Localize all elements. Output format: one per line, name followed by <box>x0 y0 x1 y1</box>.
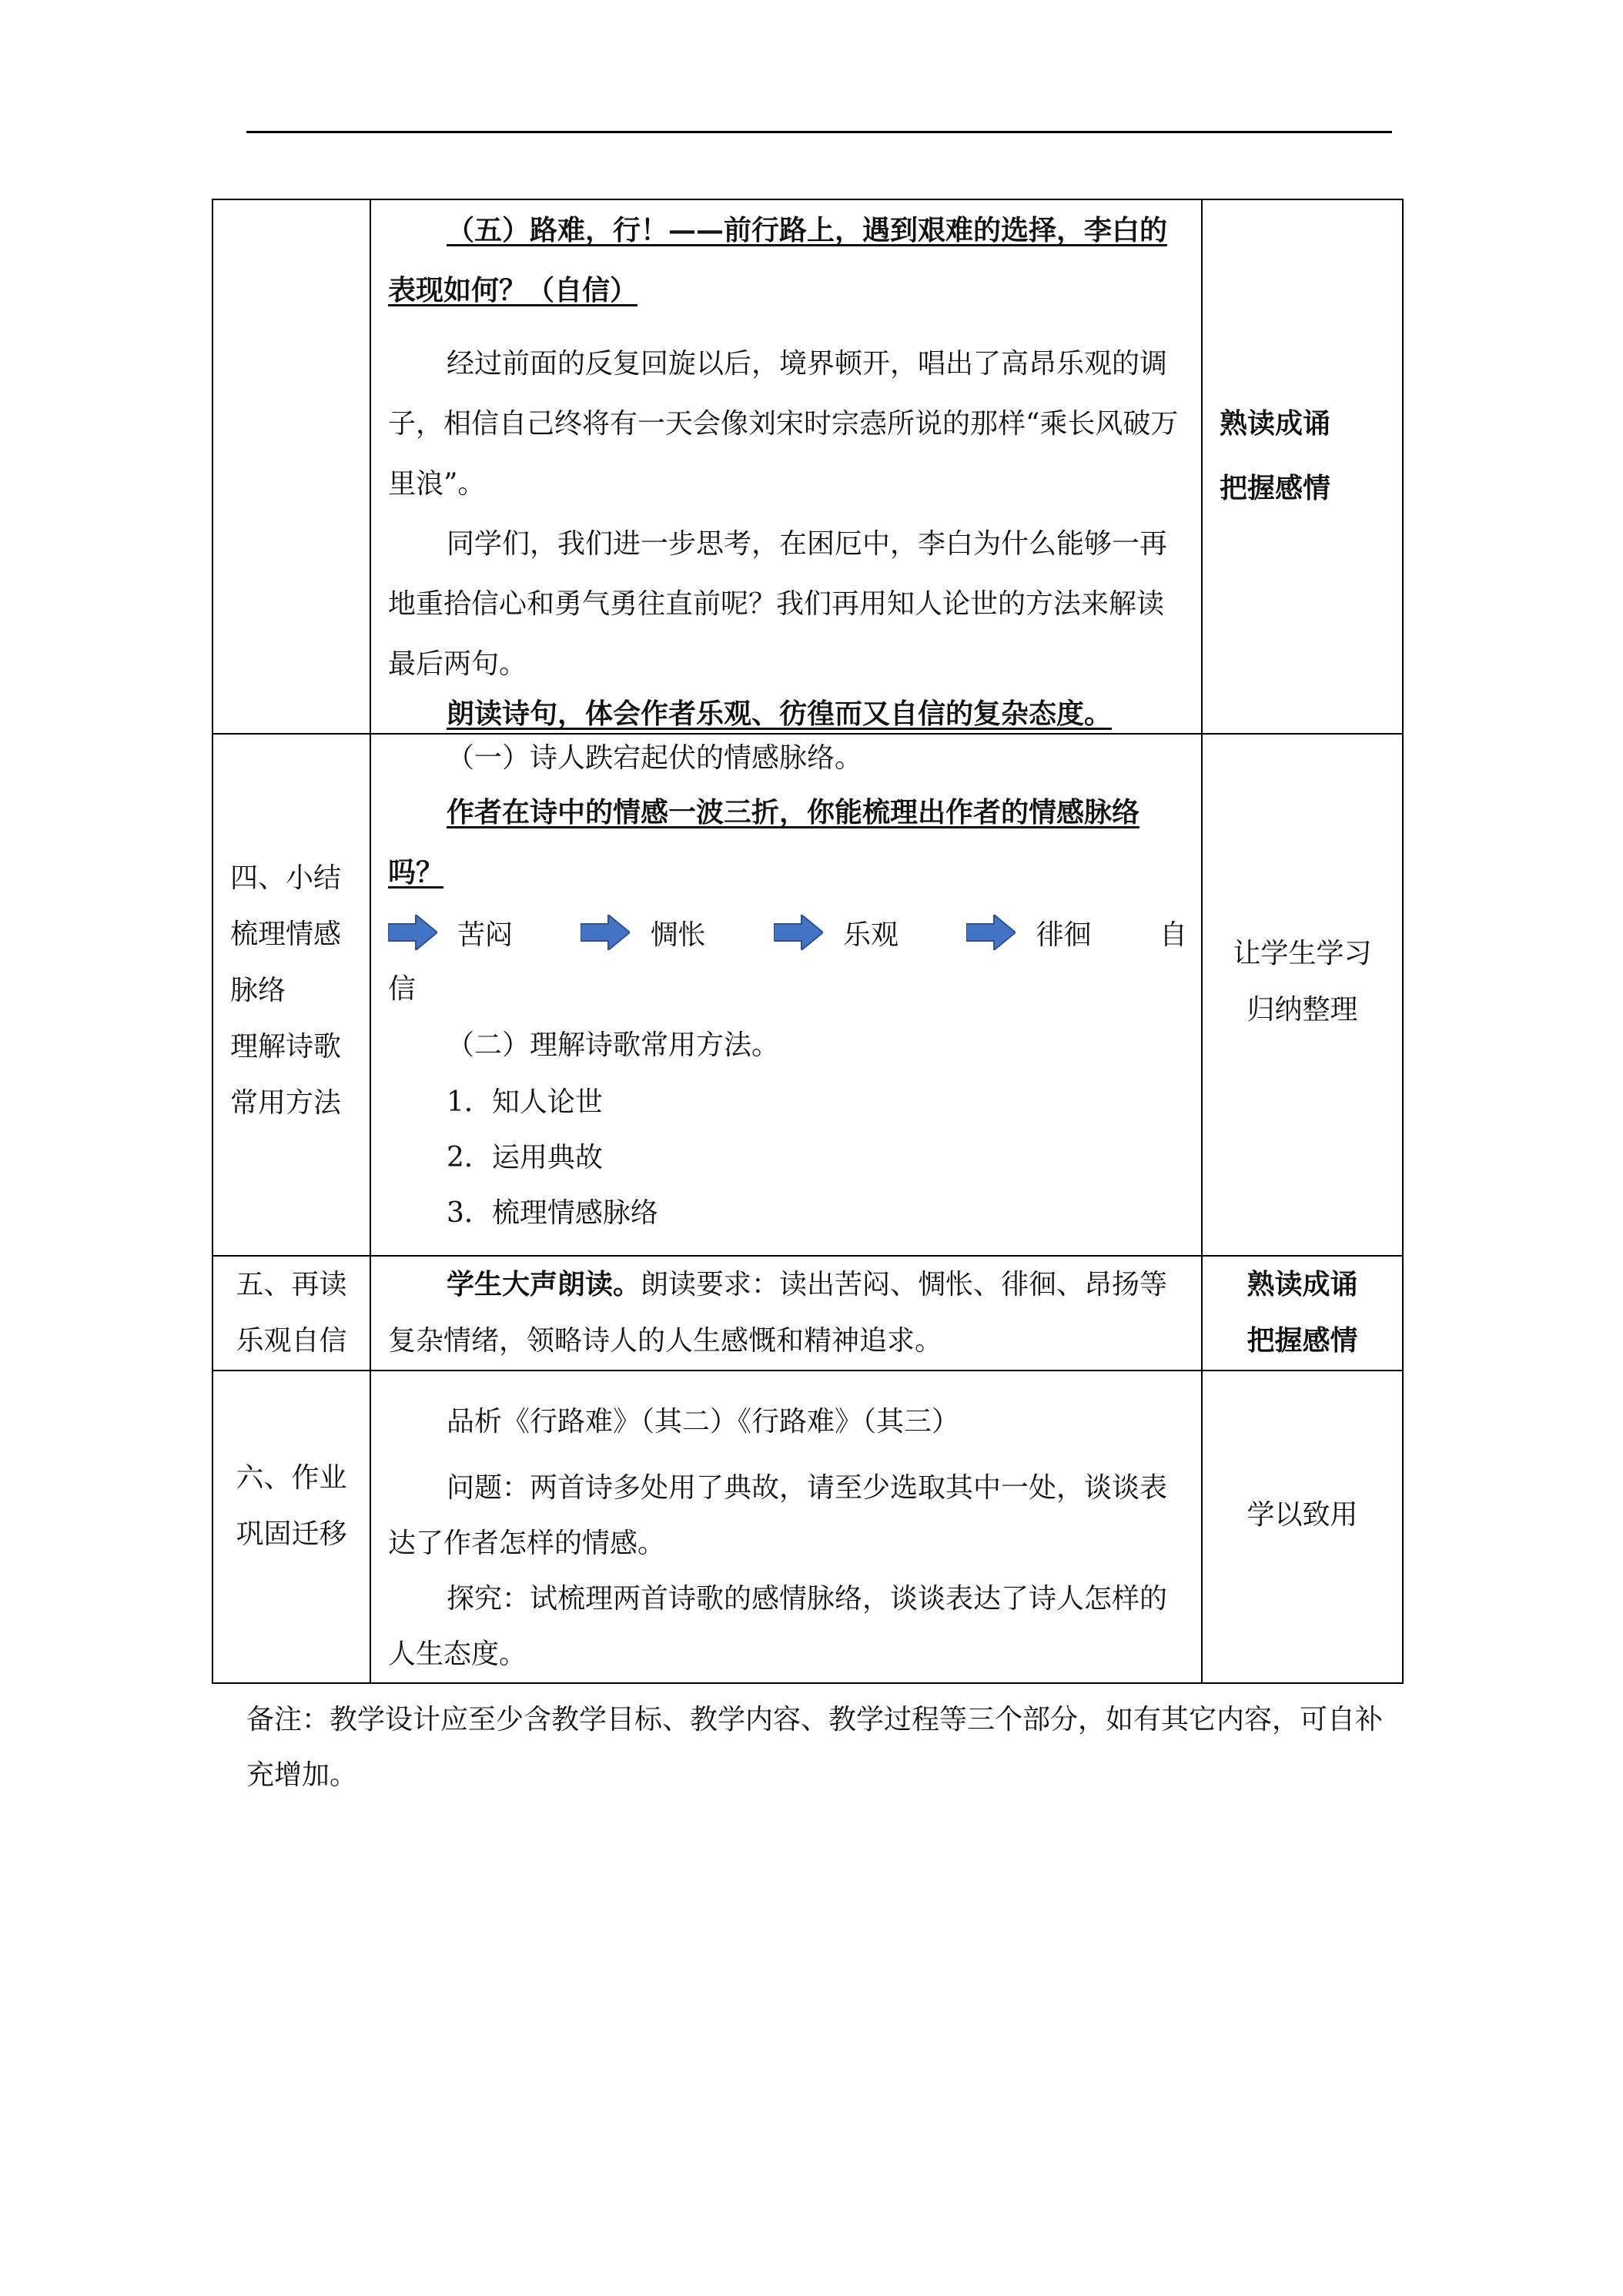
table-row <box>212 1371 1403 1683</box>
paragraph <box>371 1257 1201 1369</box>
method-item: 3．梳理情感脉络 <box>447 1197 658 1229</box>
paragraph: 经过前面的反复回旋以后，境界顿开，唱出了高昂乐观的调子，相信自己终将有一天会像刘宋时宗悫所说的那样“乘长风破万里浪”。 <box>388 348 1179 500</box>
emotion-label-cont: 信 <box>388 973 417 1005</box>
purpose-cell <box>1202 1371 1403 1683</box>
paragraph: 探究：试梳理两首诗歌的感情脉络，谈谈表达了诗人怎样的人生态度。 <box>388 1583 1168 1670</box>
header-rule <box>246 131 1392 133</box>
right-arrow-icon <box>388 915 437 950</box>
reading-task: 朗读诗句，体会作者乐观、彷徨而又自信的复杂态度。 <box>447 698 1113 730</box>
emotion-label: 徘徊 <box>1036 919 1092 951</box>
stage-label: 乐观自信 <box>236 1325 347 1357</box>
emphasis-text: 学生大声朗读。 <box>447 1268 641 1300</box>
emotion-label: 乐观 <box>842 919 899 951</box>
stage-label: 五、再读 <box>236 1269 347 1300</box>
stage-cell <box>212 1256 370 1371</box>
purpose-cell <box>1202 1256 1403 1371</box>
flow-step <box>581 913 705 952</box>
method-item: 2．运用典故 <box>447 1142 603 1173</box>
purpose-text: 把握感情 <box>1247 1324 1358 1357</box>
purpose-cell <box>1202 734 1403 1256</box>
flow-step <box>774 913 899 952</box>
question: 作者在诗中的情感一波三折，你能梳理出作者的情感脉络 <box>447 796 1140 828</box>
right-arrow-icon <box>966 915 1016 950</box>
paragraph: 同学们，我们进一步思考，在困厄中，李白为什么能够一再地重拾信心和勇气勇往直前呢？我们再用知人论世的方法来解读最后两句。 <box>388 528 1168 680</box>
stage-label: 六、作业 <box>236 1462 347 1494</box>
purpose-text: 让学生学习 <box>1233 938 1372 969</box>
stage-cell <box>212 734 370 1256</box>
section-heading: （五）路难，行！——前行路上，遇到艰难的选择，李白的 <box>447 214 1168 246</box>
content-cell <box>370 734 1202 1256</box>
right-arrow-icon <box>581 915 630 950</box>
purpose-text: 熟读成诵 <box>1247 1268 1358 1300</box>
emotion-label: 苦闷 <box>457 919 514 951</box>
flow-step <box>388 913 513 952</box>
stage-label: 巩固迁移 <box>236 1518 347 1550</box>
table-row <box>212 734 1403 1256</box>
stage-label: 常用方法 <box>230 1087 342 1119</box>
stage-label: 理解诗歌 <box>230 1031 342 1063</box>
requirement-text: 朗读要求：读出苦闷、惆怅、徘徊、昂扬等复杂情绪，领略诗人的人生感慨和精神追求。 <box>388 1269 1168 1357</box>
flow-step <box>966 913 1091 952</box>
question-cont: 吗？ <box>388 856 444 889</box>
paragraph: 品析《行路难》（其二）《行路难》（其三） <box>447 1406 960 1438</box>
table-row <box>212 1256 1403 1371</box>
sub-heading: （一）诗人跌宕起伏的情感脉络。 <box>447 742 863 774</box>
content-cell <box>370 1371 1202 1683</box>
right-arrow-icon <box>774 915 823 950</box>
method-item: 1．知人论世 <box>447 1086 603 1118</box>
emotion-flow <box>371 902 1201 962</box>
content-cell <box>370 1256 1202 1371</box>
paragraph: 问题：两首诗多处用了典故，请至少选取其中一处，谈谈表达了作者怎样的情感。 <box>388 1472 1168 1559</box>
stage-cell <box>212 199 370 734</box>
emotion-label: 惆怅 <box>650 919 706 951</box>
purpose-text: 学以致用 <box>1247 1499 1358 1531</box>
purpose-text: 归纳整理 <box>1247 994 1358 1026</box>
sub-heading: （二）理解诗歌常用方法。 <box>447 1029 780 1061</box>
stage-label: 梳理情感 <box>230 919 342 950</box>
stage-label: 四、小结 <box>230 862 342 894</box>
content-cell <box>370 199 1202 734</box>
stage-label: 脉络 <box>230 975 286 1006</box>
stage-cell <box>212 1371 370 1683</box>
emotion-label: 自 <box>1159 919 1187 951</box>
purpose-cell <box>1202 199 1403 734</box>
footnote: 备注：教学设计应至少含教学目标、教学内容、教学过程等三个部分，如有其它内容，可自补充增加。 <box>246 1704 1384 1791</box>
purpose-text: 把握感情 <box>1220 472 1331 504</box>
table-row <box>212 199 1403 734</box>
purpose-text: 熟读成诵 <box>1220 407 1331 440</box>
section-heading-cont: 表现如何？（自信） <box>388 274 638 306</box>
lesson-plan-table <box>212 199 1404 1684</box>
